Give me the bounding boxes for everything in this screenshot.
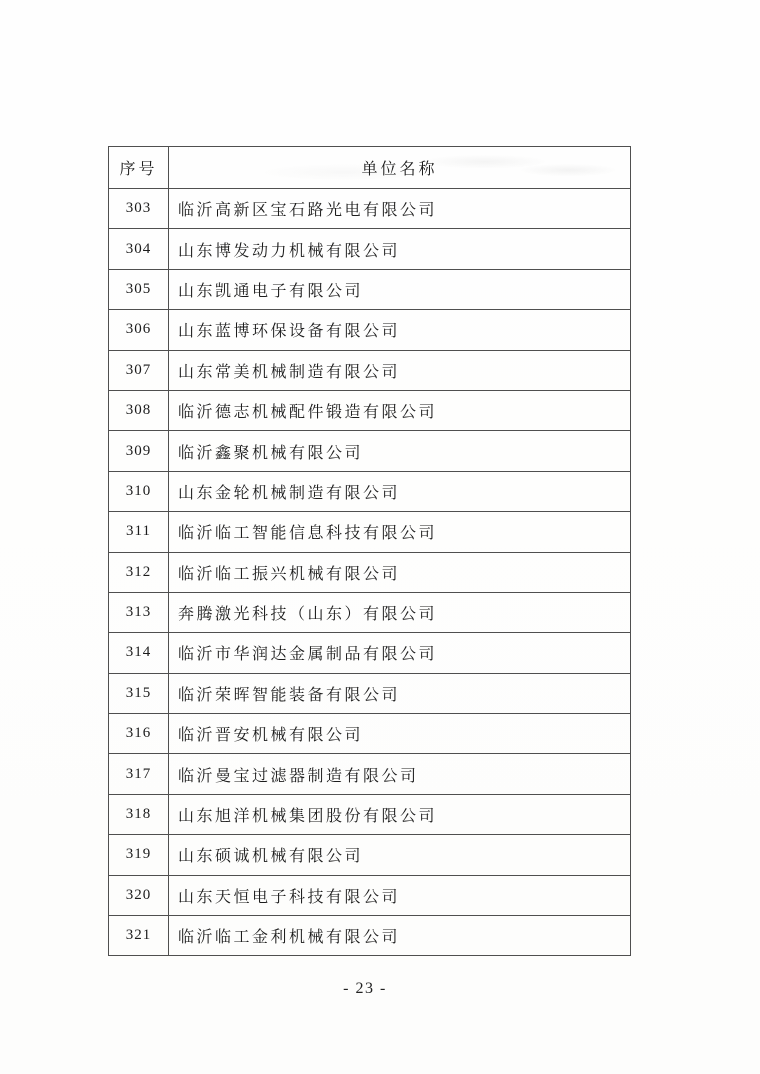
company-name-cell: 临沂曼宝过滤器制造有限公司 [169, 754, 631, 794]
company-name-cell: 临沂晋安机械有限公司 [169, 714, 631, 754]
page-number: - 23 - [343, 980, 387, 997]
units-table [108, 146, 631, 956]
company-name-cell: 临沂荣晖智能装备有限公司 [169, 673, 631, 713]
header-unit-name: 单位名称 [169, 147, 631, 189]
table-row [109, 673, 631, 713]
table-row [109, 269, 631, 309]
company-name-cell: 山东常美机械制造有限公司 [169, 350, 631, 390]
serial-cell: 319 [109, 835, 169, 875]
company-name-cell: 山东金轮机械制造有限公司 [169, 471, 631, 511]
serial-cell: 311 [109, 512, 169, 552]
serial-cell: 318 [109, 794, 169, 834]
serial-cell: 304 [109, 229, 169, 269]
table-row [109, 471, 631, 511]
serial-cell: 307 [109, 350, 169, 390]
serial-cell: 321 [109, 916, 169, 956]
table-row [109, 552, 631, 592]
company-name-cell: 临沂临工振兴机械有限公司 [169, 552, 631, 592]
serial-cell: 309 [109, 431, 169, 471]
company-name-cell: 山东蓝博环保设备有限公司 [169, 310, 631, 350]
table-row [109, 592, 631, 632]
company-name-cell: 山东天恒电子科技有限公司 [169, 875, 631, 915]
table-row [109, 189, 631, 229]
table-row [109, 714, 631, 754]
serial-cell: 310 [109, 471, 169, 511]
table-row [109, 835, 631, 875]
header-serial-number: 序号 [109, 147, 169, 189]
serial-cell: 308 [109, 390, 169, 430]
company-name-cell: 奔腾激光科技（山东）有限公司 [169, 592, 631, 632]
table-header-row [109, 147, 631, 189]
serial-cell: 305 [109, 269, 169, 309]
serial-cell: 303 [109, 189, 169, 229]
serial-cell: 312 [109, 552, 169, 592]
serial-cell: 306 [109, 310, 169, 350]
serial-cell: 320 [109, 875, 169, 915]
company-name-cell: 山东旭洋机械集团股份有限公司 [169, 794, 631, 834]
serial-cell: 314 [109, 633, 169, 673]
table-row [109, 229, 631, 269]
company-name-cell: 山东凯通电子有限公司 [169, 269, 631, 309]
company-name-cell: 山东博发动力机械有限公司 [169, 229, 631, 269]
serial-cell: 316 [109, 714, 169, 754]
table-row [109, 875, 631, 915]
table-row [109, 754, 631, 794]
company-name-cell: 临沂德志机械配件锻造有限公司 [169, 390, 631, 430]
table-row [109, 633, 631, 673]
table-row [109, 916, 631, 956]
company-name-cell: 临沂临工金利机械有限公司 [169, 916, 631, 956]
serial-cell: 317 [109, 754, 169, 794]
table-row [109, 310, 631, 350]
table-row [109, 512, 631, 552]
serial-cell: 315 [109, 673, 169, 713]
table-row [109, 390, 631, 430]
serial-cell: 313 [109, 592, 169, 632]
table-row [109, 350, 631, 390]
company-name-cell: 临沂鑫聚机械有限公司 [169, 431, 631, 471]
company-name-cell: 临沂临工智能信息科技有限公司 [169, 512, 631, 552]
table-row [109, 431, 631, 471]
company-name-cell: 临沂市华润达金属制品有限公司 [169, 633, 631, 673]
table-row [109, 794, 631, 834]
company-name-cell: 山东硕诚机械有限公司 [169, 835, 631, 875]
company-name-cell: 临沂高新区宝石路光电有限公司 [169, 189, 631, 229]
